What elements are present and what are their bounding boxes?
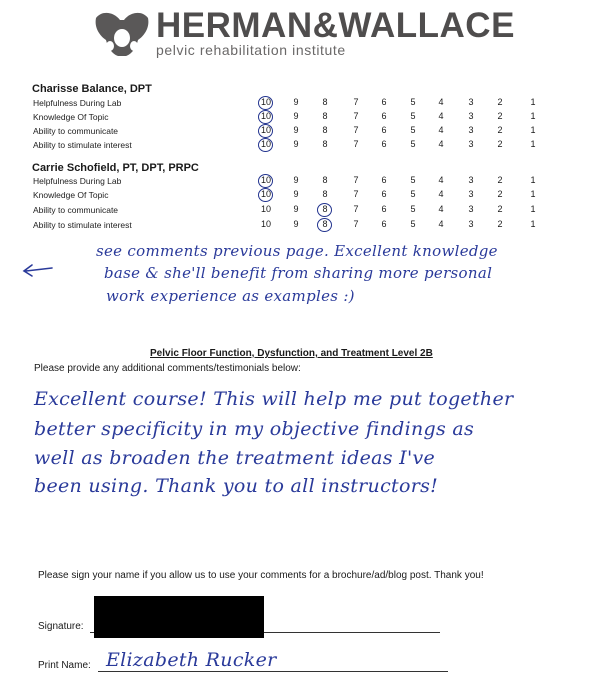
brand-tagline: pelvic rehabilitation institute bbox=[156, 42, 346, 58]
testimonial-line2: better specificity in my objective findings as bbox=[34, 418, 475, 440]
score-option[interactable]: 6 bbox=[381, 97, 387, 107]
score-option[interactable]: 2 bbox=[497, 219, 503, 229]
score-option[interactable]: 5 bbox=[410, 125, 416, 135]
score-option[interactable]: 10 bbox=[260, 219, 271, 229]
score-option[interactable]: 2 bbox=[497, 204, 503, 214]
score-option[interactable]: 4 bbox=[438, 125, 444, 135]
score-option[interactable]: 4 bbox=[438, 175, 444, 185]
score-option[interactable]: 4 bbox=[438, 204, 444, 214]
score-option[interactable]: 6 bbox=[381, 189, 387, 199]
selected-score-circle bbox=[258, 174, 273, 188]
selected-score-circle bbox=[317, 218, 332, 232]
score-option[interactable]: 2 bbox=[497, 97, 503, 107]
criterion-label: Knowledge Of Topic bbox=[33, 112, 109, 122]
criterion-label: Ability to communicate bbox=[33, 126, 119, 136]
score-option[interactable]: 7 bbox=[353, 111, 359, 121]
score-option[interactable]: 3 bbox=[468, 125, 474, 135]
score-option[interactable]: 6 bbox=[381, 139, 387, 149]
score-option[interactable]: 2 bbox=[497, 189, 503, 199]
comments-prompt: Please provide any additional comments/testimonials below: bbox=[34, 363, 301, 374]
score-option[interactable]: 7 bbox=[353, 125, 359, 135]
score-option[interactable]: 8 bbox=[322, 189, 328, 199]
score-option[interactable]: 9 bbox=[293, 175, 299, 185]
score-option[interactable]: 3 bbox=[468, 219, 474, 229]
score-option[interactable]: 10 bbox=[260, 204, 271, 214]
score-option[interactable]: 4 bbox=[438, 139, 444, 149]
score-option[interactable]: 1 bbox=[530, 219, 536, 229]
score-option[interactable]: 3 bbox=[468, 175, 474, 185]
score-option[interactable]: 2 bbox=[497, 175, 503, 185]
score-option[interactable]: 5 bbox=[410, 204, 416, 214]
score-option[interactable]: 3 bbox=[468, 97, 474, 107]
score-option[interactable]: 3 bbox=[468, 204, 474, 214]
score-option[interactable]: 7 bbox=[353, 189, 359, 199]
score-option[interactable]: 1 bbox=[530, 111, 536, 121]
score-option[interactable]: 9 bbox=[293, 97, 299, 107]
score-option[interactable]: 4 bbox=[438, 97, 444, 107]
selected-score-circle bbox=[258, 124, 273, 138]
selected-score-circle bbox=[258, 110, 273, 124]
score-option[interactable]: 10 bbox=[260, 175, 271, 185]
score-option[interactable]: 10 bbox=[260, 125, 271, 135]
score-option[interactable]: 8 bbox=[322, 111, 328, 121]
print-name-value: Elizabeth Rucker bbox=[106, 649, 277, 671]
score-option[interactable]: 8 bbox=[322, 125, 328, 135]
score-option[interactable]: 8 bbox=[322, 204, 328, 214]
brand-logo bbox=[88, 2, 538, 62]
criterion-label: Ability to communicate bbox=[33, 205, 119, 215]
score-option[interactable]: 10 bbox=[260, 111, 271, 121]
instructor-name: Carrie Schofield, PT, DPT, PRPC bbox=[32, 162, 199, 174]
score-option[interactable]: 7 bbox=[353, 204, 359, 214]
score-option[interactable]: 6 bbox=[381, 111, 387, 121]
score-option[interactable]: 4 bbox=[438, 219, 444, 229]
selected-score-circle bbox=[258, 188, 273, 202]
print-name-line bbox=[98, 671, 448, 672]
score-option[interactable]: 4 bbox=[438, 111, 444, 121]
score-option[interactable]: 8 bbox=[322, 139, 328, 149]
instructor-note-line1: see comments previous page. Excellent knowledge bbox=[96, 242, 498, 260]
score-option[interactable]: 6 bbox=[381, 125, 387, 135]
score-option[interactable]: 2 bbox=[497, 139, 503, 149]
pelvis-logo-icon bbox=[92, 8, 152, 60]
selected-score-circle bbox=[258, 138, 273, 152]
testimonial-line3: well as broaden the treatment ideas I've bbox=[34, 447, 436, 469]
score-option[interactable]: 9 bbox=[293, 139, 299, 149]
score-option[interactable]: 9 bbox=[293, 219, 299, 229]
score-option[interactable]: 10 bbox=[260, 97, 271, 107]
testimonial-line1: Excellent course! This will help me put together bbox=[34, 388, 514, 410]
score-option[interactable]: 8 bbox=[322, 219, 328, 229]
score-option[interactable]: 9 bbox=[293, 125, 299, 135]
score-option[interactable]: 5 bbox=[410, 189, 416, 199]
brand-name: HERMAN&WALLACE bbox=[156, 6, 515, 45]
arrow-left-icon bbox=[20, 262, 54, 278]
score-option[interactable]: 7 bbox=[353, 139, 359, 149]
score-option[interactable]: 1 bbox=[530, 204, 536, 214]
score-option[interactable]: 3 bbox=[468, 139, 474, 149]
score-option[interactable]: 6 bbox=[381, 175, 387, 185]
score-option[interactable]: 9 bbox=[293, 204, 299, 214]
score-option[interactable]: 10 bbox=[260, 139, 271, 149]
testimonial-line4: been using. Thank you to all instructors! bbox=[34, 475, 439, 497]
instructor-name: Charisse Balance, DPT bbox=[32, 83, 152, 95]
course-title: Pelvic Floor Function, Dysfunction, and Treatment Level 2B bbox=[150, 348, 433, 359]
selected-score-circle bbox=[317, 203, 332, 217]
signature-label: Signature: bbox=[38, 621, 84, 632]
score-option[interactable]: 4 bbox=[438, 189, 444, 199]
score-option[interactable]: 7 bbox=[353, 97, 359, 107]
score-option[interactable]: 5 bbox=[410, 175, 416, 185]
score-option[interactable]: 6 bbox=[381, 204, 387, 214]
score-option[interactable]: 3 bbox=[468, 111, 474, 121]
score-option[interactable]: 1 bbox=[530, 97, 536, 107]
score-option[interactable]: 7 bbox=[353, 175, 359, 185]
score-option[interactable]: 7 bbox=[353, 219, 359, 229]
sign-prompt: Please sign your name if you allow us to use your comments for a brochure/ad/blog post. Thank you! bbox=[38, 570, 484, 581]
criterion-label: Helpfulness During Lab bbox=[33, 98, 122, 108]
criterion-label: Knowledge Of Topic bbox=[33, 190, 109, 200]
score-option[interactable]: 2 bbox=[497, 125, 503, 135]
score-option[interactable]: 1 bbox=[530, 175, 536, 185]
score-option[interactable]: 5 bbox=[410, 219, 416, 229]
criterion-label: Ability to stimulate interest bbox=[33, 140, 132, 150]
selected-score-circle bbox=[258, 96, 273, 110]
score-option[interactable]: 5 bbox=[410, 139, 416, 149]
instructor-note-line2: base & she'll benefit from sharing more personal bbox=[104, 264, 493, 282]
score-option[interactable]: 5 bbox=[410, 111, 416, 121]
criterion-label: Helpfulness During Lab bbox=[33, 176, 122, 186]
score-option[interactable]: 8 bbox=[322, 97, 328, 107]
score-option[interactable]: 10 bbox=[260, 189, 271, 199]
score-option[interactable]: 2 bbox=[497, 111, 503, 121]
score-option[interactable]: 1 bbox=[530, 189, 536, 199]
criterion-label: Ability to stimulate interest bbox=[33, 220, 132, 230]
signature-redaction bbox=[94, 596, 264, 638]
score-option[interactable]: 8 bbox=[322, 175, 328, 185]
score-option[interactable]: 3 bbox=[468, 189, 474, 199]
score-option[interactable]: 6 bbox=[381, 219, 387, 229]
score-option[interactable]: 9 bbox=[293, 189, 299, 199]
score-option[interactable]: 5 bbox=[410, 97, 416, 107]
print-name-label: Print Name: bbox=[38, 660, 91, 671]
score-option[interactable]: 1 bbox=[530, 139, 536, 149]
score-option[interactable]: 1 bbox=[530, 125, 536, 135]
score-option[interactable]: 9 bbox=[293, 111, 299, 121]
instructor-note-line3: work experience as examples :) bbox=[106, 287, 355, 305]
